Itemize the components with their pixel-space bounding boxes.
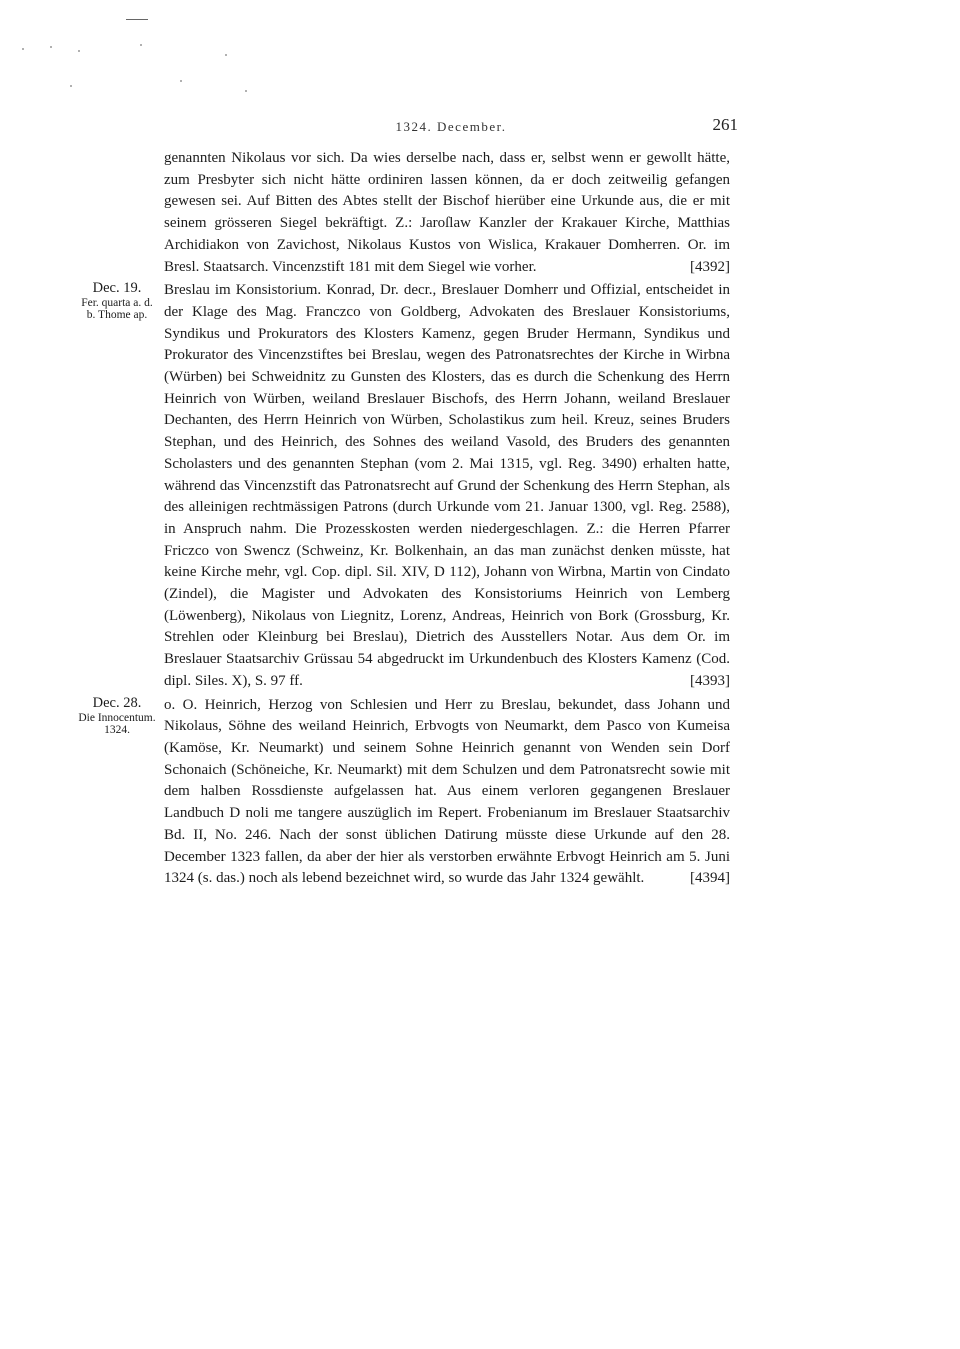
margin-note: Fer. quarta a. d. b. Thome ap. [81,297,153,322]
page-body [78,148,730,890]
scan-mark [126,19,148,20]
margin-date: Dec. 19. [92,280,142,297]
margin-date: Dec. 28. [92,694,142,711]
regest-number: [4394] [690,870,730,887]
regest-text-paragraph [164,280,730,692]
page-header [164,115,738,141]
scan-speckles [20,40,300,100]
running-title: 1324. December. [395,119,507,134]
page-number: 261 [712,115,738,134]
regest-number: [4393] [690,672,730,689]
margin-date-block [78,281,156,321]
regest-entry [81,280,730,692]
regest-text: o. O. Heinrich, Herzog von Schlesien und Herr zu Breslau, bekundet, dass Johann und Nikolaus, Söhne des weiland Heinrich, Erbvogts von Neumarkt, dem Pasco von Kumeisa (Kamöse, Kr. Neumarkt) und seinem Sohne Heinrich genannt von Wenden sein Dorf Schonaich (Schöneiche, Kr. Neumarkt) mit dem Schulzen und dem Patronatsrecht sowie mit dem halben Rossdienste aufgelassen hat. Aus einem verloren gegangenen Breslauer Landbuch D noli me tangere auszüglich im Repert. Frobenianum im Breslauer Staatsarchiv Bd. II, No. 246. Nach der sonst üblichen Datirung müsste diese Urkunde auf den 28. December 1323 fallen, da aber der hier als verstorben erwähnte Erbvogt Heinrich am 5. Juni 1324 (s. das.) noch als lebend bezeichnet wird, so wurde das Jahr 1324 gewählt. [164,696,730,887]
margin-note: Die Innocentum. 1324. [78,711,156,736]
continuation-paragraph [164,148,730,278]
regest-text-paragraph [164,695,730,890]
regest-entry [78,694,730,890]
regest-text: Breslau im Konsistorium. Konrad, Dr. decr., Breslauer Domherr und Offizial, entscheidet in der Klage des Mag. Franczco von Goldberg, Advokaten des Breslauer Konsistoriums, Syndikus und Prokurators des Klosters Kamenz, gegen Bruder Hermann, Syndikus und Prokurator des Vincenzstiftes bei Breslau, wegen des Patronatsrechtes der Kirche in Wirbna (Würben) bei Schweidnitz zu Gunsten des Klosters, das es durch die Schenkung des Herrn Heinrich von Würben, weiland Breslauer Bischofs, des Herrn Johann, weiland Breslauer Dechanten, des Herrn Heinrich von Würben, Scholastikus zum heil. Kreuz, seines Bruders Stephan, und des Heinrich, des Sohnes des weiland Vasold, des Bruders des genannten Scholasters und des genannten Stephan (vom 2. Mai 1315, vgl. Reg. 3490) erhalten hatte, während das Vincenzstift das Patronatsrecht auf Grund der Schenkung des Herrn Stephan, als des alleinigen rechtmässigen Patrons (durch Urkunde vom 21. Januar 1300, vgl. Reg. 2588), in Anspruch nahm. Die Prozesskosten werden niedergeschlagen. Z.: die Herren Pfarrer Friczco von Swencz (Schweinz, Kr. Bolkenhain, an das man zunächst denken müsste, hat keine Kirche mehr, vgl. Cop. dipl. Sil. XIV, D 112), Johann von Wirbna, Martin von Cindato (Zindel), die Magister und Advokaten des Konsistoriums Heinrich von Lemberg (Löwenberg), Nikolaus von Liegnitz, Lorenz, Andreas, Heinrich von Bork (Grossburg, Kr. Strehlen oder Kleinburg bei Breslau), Dietrich des Ausstellers Notar. Aus dem Or. im Breslauer Staatsarchiv Grüssau 54 abgedruckt im Urkundenbuch des Klosters Kamenz (Cod. dipl. Siles. X), S. 97 ff. [164,282,730,689]
margin-date-block [78,696,156,736]
regest-number: [4392] [690,258,730,275]
continuation-text: genannten Nikolaus vor sich. Da wies derselbe nach, dass er, selbst wenn er gewollt hätte, zum Presbyter sich nicht hätte ordiniren lassen können, da er doch zeitweilig gefangen gewesen sei. Auf Bitten des Abtes stellt der Bischof hierüber eine Urkunde aus, die er mit seinem grösseren Siegel bekräftigt. Z.: Jaroſlaw Kanzler der Krakauer Kirche, Matthias Archidiakon von Zavichost, Nikolaus Kustos von Wislica, Krakauer Domherren. Or. im Bresl. Staatsarch. Vincenzstift 181 mit dem Siegel wie vorher. [164,150,730,275]
